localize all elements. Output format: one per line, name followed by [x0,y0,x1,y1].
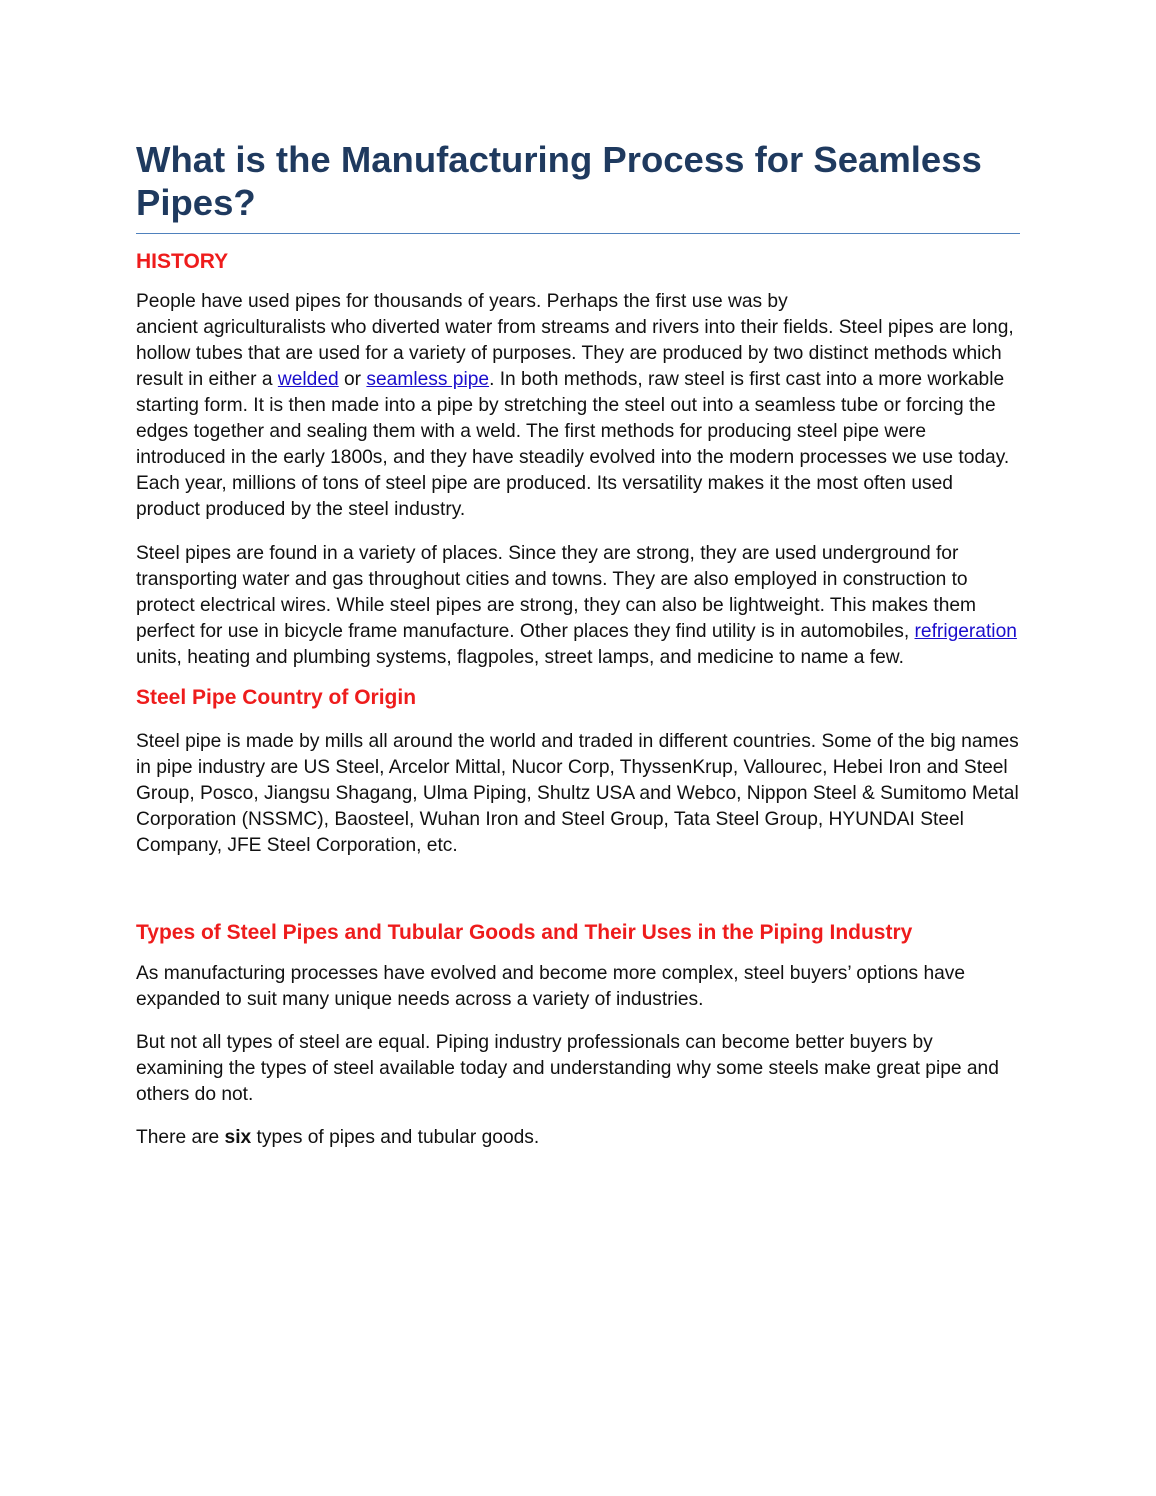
types-p3-text-a: There are [136,1127,225,1148]
refrigeration-link[interactable]: refrigeration [914,621,1017,642]
origin-paragraph: Steel pipe is made by mills all around the world and traded in different countries. Some of the big names in pipe industry are US Steel, Arcelor Mittal, Nucor Corp, ThyssenKrup, Vallourec, Hebei Iron and Steel Group, Posco, Jiangsu Shagang, Ulma Piping, Shultz USA and Webco, Nippon Steel & Sumitomo Metal Corporation (NSSMC), Baosteel, Wuhan Iron and Steel Group, Tata Steel Group, HYUNDAI Steel Company, JFE Steel Corporation, etc. [136,731,1019,856]
history-paragraph-1 [136,289,1020,523]
history-p1-text-b: or [338,369,367,390]
types-paragraph-2: But not all types of steel are equal. Piping industry professionals can become better buyers by examining the types of steel available today and understanding why some steels make great pipe and others do not. [136,1032,999,1105]
welded-link[interactable]: welded [277,369,339,390]
types-paragraph-3 [136,1125,1020,1151]
history-p2-text-a: Steel pipes are found in a variety of places. Since they are strong, they are used underground for transporting water and gas throughout cities and towns. They are also employed in construction to protect electrical wires. While steel pipes are strong, they can also be lightweight. This makes them perfect for use in bicycle frame manufacture. Other places they find utility is in automobiles, [136,543,977,642]
history-paragraph-2 [136,541,1020,671]
origin-heading: Steel Pipe Country of Origin [136,686,417,709]
seamless-pipe-link[interactable]: seamless pipe [366,369,490,390]
types-p3-text-b: types of pipes and tubular goods. [251,1127,540,1148]
history-p1-text-a: ancient agriculturalists who diverted water from streams and rivers into their fields. Steel pipes are long, hollow tubes that are used for a variety of purposes. They are produced by two distinct methods which result in either a [136,317,1014,390]
page-title: What is the Manufacturing Process for Seamless Pipes? [136,138,1020,234]
six-bold: six [224,1127,252,1148]
document-page [136,138,1020,1151]
types-heading: Types of Steel Pipes and Tubular Goods and Their Uses in the Piping Industry [136,921,913,944]
types-paragraph-1: As manufacturing processes have evolved and become more complex, steel buyers’ options have expanded to suit many unique needs across a variety of industries. [136,963,966,1010]
history-p1-line1: People have used pipes for thousands of years. Perhaps the first use was by [136,291,788,312]
history-p1-text-c: . In both methods, raw steel is first cast into a more workable starting form. It is then made into a pipe by stretching the steel out into a seamless tube or forcing the edges together and sealing them with a weld. The first methods for producing steel pipe were introduced in the early 1800s, and they have steadily evolved into the modern processes we use today. Each year, millions of tons of steel pipe are produced. Its versatility makes it the most often used product produced by the steel industry. [136,369,1010,520]
history-p2-text-b: units, heating and plumbing systems, flagpoles, street lamps, and medicine to name a few. [136,647,904,668]
history-heading: HISTORY [136,250,229,273]
